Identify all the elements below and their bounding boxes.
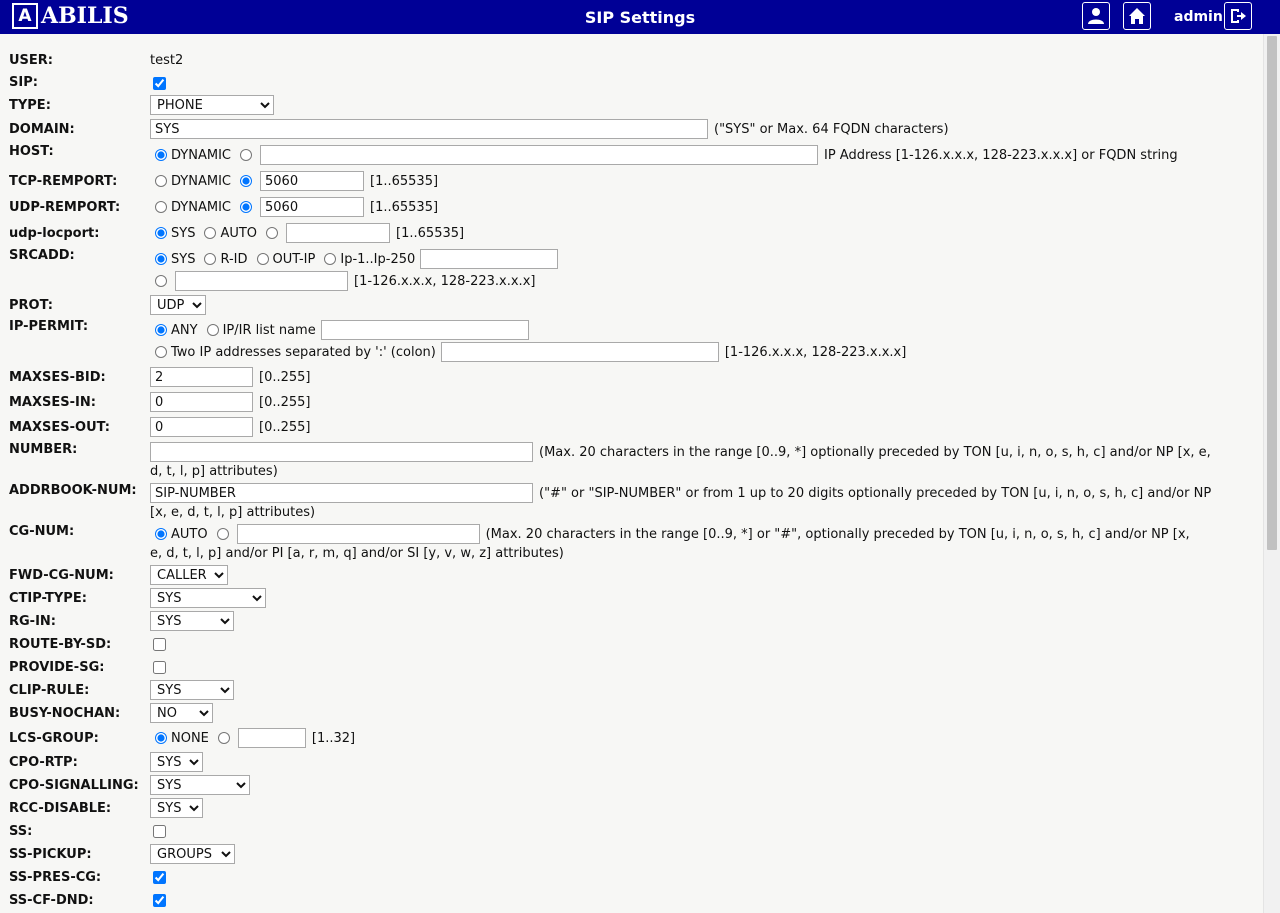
lcs-group-input[interactable] bbox=[238, 728, 306, 748]
srcadd-hint: [1-126.x.x.x, 128-223.x.x.x] bbox=[354, 273, 536, 289]
route-by-sd-checkbox[interactable] bbox=[153, 638, 166, 651]
type-select[interactable] bbox=[150, 95, 274, 115]
locport-hint: [1..65535] bbox=[396, 225, 465, 241]
udp-dynamic-label: DYNAMIC bbox=[171, 199, 231, 215]
number-input[interactable] bbox=[150, 442, 533, 462]
logo-text: ABILIS bbox=[41, 3, 129, 29]
ip-permit-two-input[interactable] bbox=[441, 342, 719, 362]
ss-pres-cg-checkbox[interactable] bbox=[153, 871, 166, 884]
ip-permit-hint: [1-126.x.x.x, 128-223.x.x.x] bbox=[724, 344, 907, 360]
route-by-sd-control bbox=[150, 633, 1255, 655]
user-value: test2 bbox=[150, 53, 184, 68]
vertical-scrollbar[interactable] bbox=[1263, 34, 1280, 913]
cg-num-control bbox=[150, 524, 1255, 563]
rcc-disable-control bbox=[150, 797, 1255, 819]
udp-locport-control bbox=[150, 222, 1255, 244]
ip-permit-two-label: Two IP addresses separated by ':' (colon) bbox=[171, 344, 436, 360]
ip-permit-list-radio[interactable] bbox=[207, 324, 219, 336]
srcadd-control bbox=[150, 248, 1255, 292]
clip-rule-control bbox=[150, 679, 1255, 701]
ss-cf-dnd-label: SS-CF-DND: bbox=[9, 893, 94, 908]
logout-button[interactable] bbox=[1224, 2, 1252, 30]
host-address-radio[interactable] bbox=[240, 149, 252, 161]
udp-dynamic-radio[interactable] bbox=[155, 201, 167, 213]
ip-permit-label: IP-PERMIT: bbox=[9, 319, 89, 334]
srcadd-ip-label: Ip-1..Ip-250 bbox=[340, 251, 416, 267]
user-button[interactable] bbox=[1082, 2, 1110, 30]
udp-remport-label: UDP-REMPORT: bbox=[9, 200, 121, 215]
ss-pickup-control bbox=[150, 843, 1255, 865]
udp-remport-control bbox=[150, 196, 1255, 218]
page-title: SIP Settings bbox=[584, 8, 696, 27]
provide-sg-control bbox=[150, 656, 1255, 678]
sip-label: SIP: bbox=[9, 75, 38, 90]
fwd-cg-num-control bbox=[150, 564, 1255, 586]
host-hint: IP Address [1-126.x.x.x, 128-223.x.x.x] or FQDN string bbox=[824, 147, 1178, 163]
lcs-group-none-label: NONE bbox=[171, 730, 209, 746]
sip-control bbox=[150, 72, 1255, 94]
ip-permit-two-radio[interactable] bbox=[155, 346, 167, 358]
maxses-out-control bbox=[150, 416, 1255, 438]
host-dynamic-radio[interactable] bbox=[155, 149, 167, 161]
cg-num-auto-radio[interactable] bbox=[155, 528, 167, 540]
logout-icon bbox=[1229, 7, 1247, 25]
type-label: TYPE: bbox=[9, 98, 51, 113]
busy-nochan-select[interactable] bbox=[150, 703, 213, 723]
user-icon bbox=[1087, 7, 1105, 25]
srcadd-sys-radio[interactable] bbox=[155, 253, 167, 265]
fwd-cg-num-label: FWD-CG-NUM: bbox=[9, 568, 114, 583]
maxses-in-hint: [0..255] bbox=[259, 394, 311, 410]
current-user: admin bbox=[1174, 9, 1223, 25]
maxses-bid-hint: [0..255] bbox=[259, 369, 311, 385]
srcadd-address-radio[interactable] bbox=[155, 275, 167, 287]
ctip-type-control bbox=[150, 587, 1255, 609]
tcp-hint: [1..65535] bbox=[370, 173, 439, 189]
locport-value-radio[interactable] bbox=[266, 227, 278, 239]
ss-cf-dnd-control bbox=[150, 889, 1255, 911]
udp-port-input[interactable] bbox=[260, 197, 364, 217]
ip-permit-any-label: ANY bbox=[171, 322, 198, 338]
ss-pres-cg-control bbox=[150, 866, 1255, 888]
addrbook-num-input[interactable] bbox=[150, 483, 533, 503]
sip-checkbox[interactable] bbox=[153, 77, 166, 90]
tcp-port-radio[interactable] bbox=[240, 175, 252, 187]
addrbook-num-hint-line2: [x, e, d, t, l, p] attributes) bbox=[150, 505, 316, 520]
ip-permit-any-radio[interactable] bbox=[155, 324, 167, 336]
maxses-in-input[interactable] bbox=[150, 392, 253, 412]
cg-num-input[interactable] bbox=[237, 524, 480, 544]
prot-label: PROT: bbox=[9, 298, 53, 313]
route-by-sd-label: ROUTE-BY-SD: bbox=[9, 637, 112, 652]
srcadd-sys-label: SYS bbox=[171, 251, 196, 267]
ss-pickup-label: SS-PICKUP: bbox=[9, 847, 92, 862]
addrbook-num-hint-line1: ("#" or "SIP-NUMBER" or from 1 up to 20 digits optionally preceded by TON [u, i, n, o, s, h, c] and/or NP bbox=[539, 485, 1212, 501]
srcadd-outip-label: OUT-IP bbox=[272, 251, 316, 267]
maxses-in-control bbox=[150, 391, 1255, 413]
srcadd-outip-radio[interactable] bbox=[257, 253, 269, 265]
ip-permit-list-input[interactable] bbox=[321, 320, 529, 340]
locport-sys-radio[interactable] bbox=[155, 227, 167, 239]
tcp-remport-label: TCP-REMPORT: bbox=[9, 174, 118, 189]
locport-auto-radio[interactable] bbox=[204, 227, 216, 239]
ss-cf-dnd-checkbox[interactable] bbox=[153, 894, 166, 907]
srcadd-rid-radio[interactable] bbox=[204, 253, 216, 265]
cpo-rtp-select[interactable] bbox=[150, 752, 203, 772]
maxses-bid-label: MAXSES-BID: bbox=[9, 370, 106, 385]
rcc-disable-label: RCC-DISABLE: bbox=[9, 801, 112, 816]
udp-hint: [1..65535] bbox=[370, 199, 439, 215]
host-control bbox=[150, 144, 1255, 166]
ip-permit-control bbox=[150, 319, 1255, 363]
maxses-out-input[interactable] bbox=[150, 417, 253, 437]
cpo-signalling-control bbox=[150, 774, 1255, 796]
clip-rule-select[interactable] bbox=[150, 680, 234, 700]
ss-control bbox=[150, 820, 1255, 842]
udp-locport-label: udp-locport: bbox=[9, 226, 100, 241]
host-input[interactable] bbox=[260, 145, 818, 165]
top-bar bbox=[0, 0, 1280, 34]
srcadd-label: SRCADD: bbox=[9, 248, 75, 263]
prot-control bbox=[150, 294, 1255, 316]
home-icon bbox=[1128, 7, 1146, 25]
tcp-dynamic-label: DYNAMIC bbox=[171, 173, 231, 189]
srcadd-rid-label: R-ID bbox=[220, 251, 248, 267]
srcadd-ip-input[interactable] bbox=[420, 249, 558, 269]
ctip-type-label: CTIP-TYPE: bbox=[9, 591, 87, 606]
domain-input[interactable] bbox=[150, 119, 708, 139]
user-label: USER: bbox=[9, 53, 54, 68]
fwd-cg-num-select[interactable] bbox=[150, 565, 228, 585]
rg-in-select[interactable] bbox=[150, 611, 234, 631]
cg-num-hint-line1: (Max. 20 characters in the range [0..9, *] or "#", optionally preceded by TON [u, i, n, o, s, h, c] and/or NP [x, bbox=[485, 526, 1190, 542]
srcadd-address-input[interactable] bbox=[175, 271, 348, 291]
maxses-bid-control bbox=[150, 366, 1255, 388]
cpo-signalling-label: CPO-SIGNALLING: bbox=[9, 778, 139, 793]
clip-rule-label: CLIP-RULE: bbox=[9, 683, 90, 698]
host-label: HOST: bbox=[9, 144, 54, 159]
number-control bbox=[150, 442, 1255, 481]
tcp-port-input[interactable] bbox=[260, 171, 364, 191]
cg-num-auto-label: AUTO bbox=[171, 526, 208, 542]
cg-num-hint-line2: e, d, t, l, p] and/or PI [a, r, m, q] and/or SI [y, v, w, z] attributes) bbox=[150, 546, 564, 561]
number-label: NUMBER: bbox=[9, 442, 78, 457]
tcp-remport-control bbox=[150, 170, 1255, 192]
ss-label: SS: bbox=[9, 824, 33, 839]
maxses-out-hint: [0..255] bbox=[259, 419, 311, 435]
rg-in-control bbox=[150, 610, 1255, 632]
cg-num-label: CG-NUM: bbox=[9, 524, 75, 539]
udp-port-radio[interactable] bbox=[240, 201, 252, 213]
busy-nochan-label: BUSY-NOCHAN: bbox=[9, 706, 121, 721]
ss-pickup-select[interactable] bbox=[150, 844, 235, 864]
addrbook-num-label: ADDRBOOK-NUM: bbox=[9, 483, 137, 498]
prot-select[interactable] bbox=[150, 295, 206, 315]
home-button[interactable] bbox=[1123, 2, 1151, 30]
lcs-group-control bbox=[150, 727, 1255, 749]
type-control bbox=[150, 94, 1255, 116]
provide-sg-checkbox[interactable] bbox=[153, 661, 166, 674]
maxses-in-label: MAXSES-IN: bbox=[9, 395, 96, 410]
lcs-group-hint: [1..32] bbox=[311, 730, 356, 746]
locport-sys-label: SYS bbox=[171, 225, 196, 241]
lcs-group-none-radio[interactable] bbox=[155, 732, 167, 744]
ctip-type-select[interactable] bbox=[150, 588, 266, 608]
number-hint-line1: (Max. 20 characters in the range [0..9, *] optionally preceded by TON [u, i, n, o, s, h, c] and/or NP [x, e, bbox=[539, 444, 1211, 460]
host-dynamic-label: DYNAMIC bbox=[171, 147, 231, 163]
domain-label: DOMAIN: bbox=[9, 122, 75, 137]
ip-permit-list-label: IP/IR list name bbox=[222, 322, 316, 338]
cg-num-value-radio[interactable] bbox=[217, 528, 229, 540]
cpo-rtp-label: CPO-RTP: bbox=[9, 755, 78, 770]
provide-sg-label: PROVIDE-SG: bbox=[9, 660, 105, 675]
cpo-signalling-select[interactable] bbox=[150, 775, 250, 795]
busy-nochan-control bbox=[150, 702, 1255, 724]
maxses-bid-input[interactable] bbox=[150, 367, 253, 387]
lcs-group-label: LCS-GROUP: bbox=[9, 731, 99, 746]
number-hint-line2: d, t, l, p] attributes) bbox=[150, 464, 278, 479]
addrbook-num-control bbox=[150, 483, 1255, 522]
domain-hint: ("SYS" or Max. 64 FQDN characters) bbox=[714, 121, 949, 137]
locport-auto-label: AUTO bbox=[220, 225, 258, 241]
cpo-rtp-control bbox=[150, 751, 1255, 773]
scrollbar-thumb[interactable] bbox=[1267, 36, 1277, 550]
tcp-dynamic-radio[interactable] bbox=[155, 175, 167, 187]
logo-mark: A bbox=[12, 3, 38, 29]
maxses-out-label: MAXSES-OUT: bbox=[9, 420, 110, 435]
domain-control bbox=[150, 118, 1255, 140]
ss-checkbox[interactable] bbox=[153, 825, 166, 838]
lcs-group-value-radio[interactable] bbox=[218, 732, 230, 744]
ss-pres-cg-label: SS-PRES-CG: bbox=[9, 870, 102, 885]
rcc-disable-select[interactable] bbox=[150, 798, 203, 818]
rg-in-label: RG-IN: bbox=[9, 614, 56, 629]
locport-input[interactable] bbox=[286, 223, 390, 243]
srcadd-ip-radio[interactable] bbox=[324, 253, 336, 265]
